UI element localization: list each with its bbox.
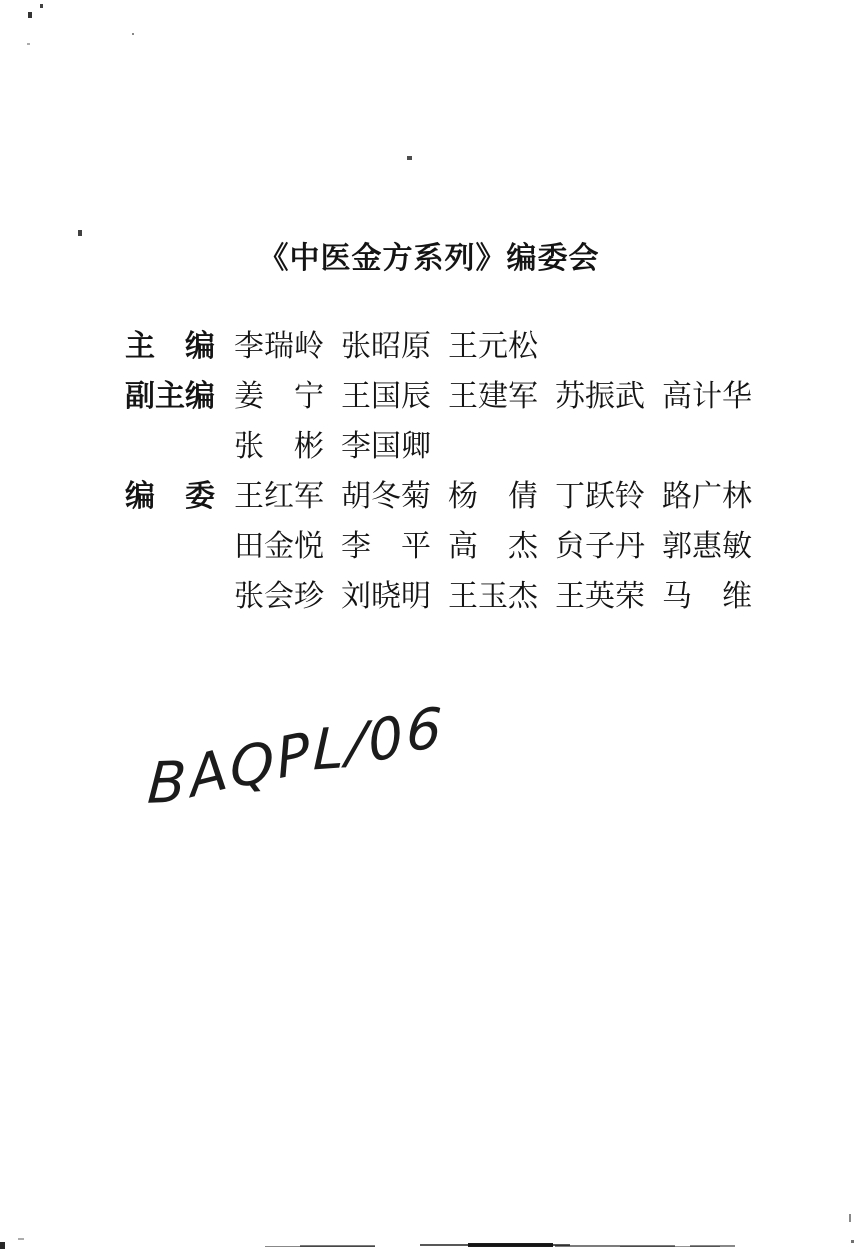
editor-name: 张会珍 bbox=[234, 580, 324, 613]
editor-name: 苏振武 bbox=[555, 380, 645, 413]
scan-speck bbox=[851, 1240, 854, 1243]
editor-name: 路广林 bbox=[662, 480, 752, 513]
editor-name: 王元松 bbox=[448, 330, 538, 363]
editorial-row-members-continued bbox=[125, 568, 769, 618]
editor-name: 张 彬 bbox=[234, 430, 324, 463]
editor-name: 贠子丹 bbox=[555, 530, 645, 563]
editor-name: 李 平 bbox=[341, 530, 431, 563]
editor-name: 胡冬菊 bbox=[341, 480, 431, 513]
editorial-board-list bbox=[125, 318, 769, 618]
editor-name: 田金悦 bbox=[234, 530, 324, 563]
editor-name: 王玉杰 bbox=[448, 580, 538, 613]
editor-name: 马 维 bbox=[662, 580, 752, 613]
handwritten-mark: BAQPL/06 bbox=[145, 696, 447, 817]
scan-speck bbox=[40, 4, 43, 8]
scan-edge-streak bbox=[468, 1243, 553, 1247]
editor-name: 王红军 bbox=[234, 480, 324, 513]
editor-name: 姜 宁 bbox=[234, 380, 324, 413]
editorial-row-members bbox=[125, 468, 769, 518]
scan-edge-streak bbox=[300, 1245, 375, 1247]
role-label-deputy-editor: 副主编 bbox=[125, 379, 215, 414]
role-label-board-member: 编 委 bbox=[125, 479, 215, 514]
role-label-chief-editor: 主 编 bbox=[125, 329, 215, 364]
scan-edge-streak bbox=[0, 1242, 5, 1249]
editor-name: 郭惠敏 bbox=[662, 530, 752, 563]
scan-edge-streak bbox=[690, 1245, 735, 1247]
editorial-row-chief bbox=[125, 318, 769, 368]
editor-name: 李国卿 bbox=[341, 430, 431, 463]
editor-name: 李瑞岭 bbox=[234, 330, 324, 363]
scan-speck bbox=[132, 33, 134, 35]
scan-speck bbox=[27, 43, 30, 45]
editor-name: 王建军 bbox=[448, 380, 538, 413]
editor-name: 刘晓明 bbox=[341, 580, 431, 613]
editorial-row-members-continued bbox=[125, 518, 769, 568]
editorial-row-deputy-continued bbox=[125, 418, 769, 468]
editor-name: 张昭原 bbox=[341, 330, 431, 363]
editor-name: 高计华 bbox=[662, 380, 752, 413]
scan-speck bbox=[849, 1214, 851, 1222]
editor-name: 王英荣 bbox=[555, 580, 645, 613]
editor-name: 丁跃铃 bbox=[555, 480, 645, 513]
editor-name: 杨 倩 bbox=[448, 480, 538, 513]
scan-speck bbox=[407, 156, 412, 160]
scan-speck bbox=[78, 230, 82, 236]
editor-name: 王国辰 bbox=[341, 380, 431, 413]
editorial-row-deputy bbox=[125, 368, 769, 418]
page-title: 《中医金方系列》编委会 bbox=[258, 241, 600, 276]
scan-edge-streak bbox=[18, 1238, 24, 1240]
scan-speck bbox=[28, 12, 32, 18]
editor-name: 高 杰 bbox=[448, 530, 538, 563]
